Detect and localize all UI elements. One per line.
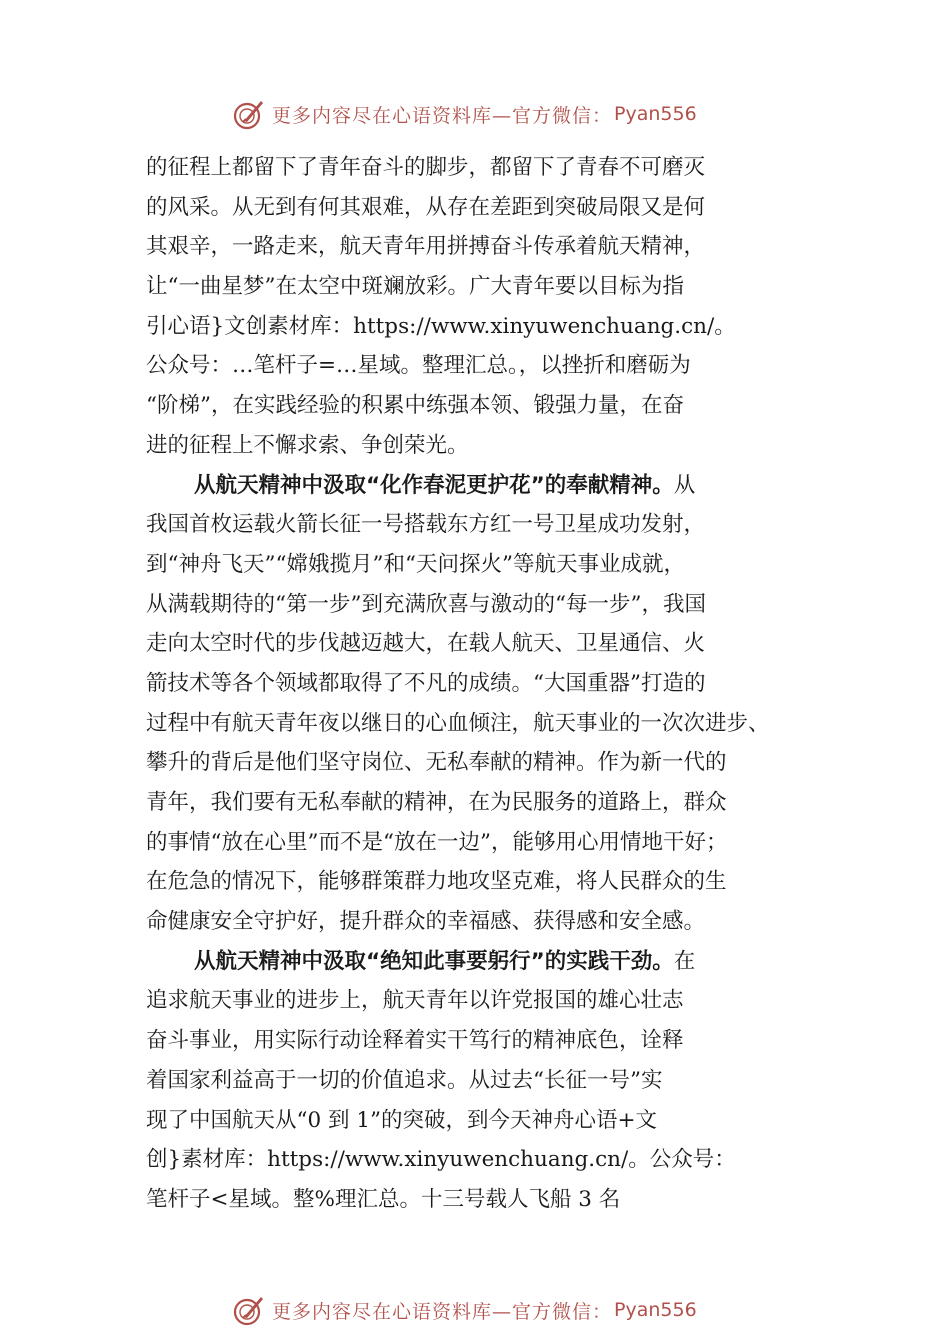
text-line: “阶梯”，在实践经验的积累中练强本领、锻强力量，在奋 [146, 393, 684, 419]
text-line: 让“一曲星梦”在太空中斑斓放彩。广大青年要以目标为指 [146, 274, 684, 300]
paragraph-heading: 从航天精神中汲取“化作春泥更护花”的奉献精神。 [194, 472, 674, 498]
text-line: 公众号：…笔杆子=…星域。整理汇总。，以挫折和磨砺为 [146, 353, 691, 379]
text-line: 到“神舟飞天”“嫦娥揽月”和“天问探火”等航天事业成就， [146, 551, 685, 577]
quill-logo-icon [232, 97, 266, 131]
text-line: 的事情“放在心里”而不是“放在一边”，能够用心用情地干好； [146, 829, 728, 855]
wechat-id: Pyan556 [614, 1299, 697, 1321]
text-line: 在危急的情况下，能够群策群力地攻坚克难，将人民群众的生 [146, 869, 727, 895]
text-line: 其艰辛，一路走来，航天青年用拼搏奋斗传承着航天精神， [146, 234, 706, 260]
quill-logo-icon [232, 1293, 266, 1327]
text-line: 现了中国航天从“0 到 1”的突破，到今天神舟心语+文 [146, 1107, 658, 1133]
text-line: 过程中有航天青年夜以继日的心血倾注，航天事业的一次次进步、 [146, 710, 770, 736]
paragraph-heading: 从航天精神中汲取“绝知此事要躬行”的实践干劲。 [194, 948, 674, 974]
footer-banner [232, 1290, 732, 1330]
text-line: 进的征程上不懈求索、争创荣光。 [146, 432, 469, 458]
wechat-id: Pyan556 [614, 103, 697, 125]
banner-text: 更多内容尽在心语资料库—官方微信： [272, 104, 613, 127]
paragraph-first-line [146, 942, 836, 982]
text-line: 攀升的背后是他们坚守岗位、无私奉献的精神。作为新一代的 [146, 750, 727, 776]
text-line: 的征程上都留下了青年奋斗的脚步，都留下了青春不可磨灭 [146, 155, 706, 180]
text-line: 命健康安全守护好，提升群众的幸福感、获得感和安全感。 [146, 909, 706, 935]
text-line: 追求航天事业的进步上，航天青年以许党报国的雄心壮志 [146, 988, 684, 1014]
paragraph [146, 942, 836, 1220]
banner-text: 更多内容尽在心语资料库—官方微信： [272, 1300, 613, 1323]
text-line: 的风采。从无到有何其艰难，从存在差距到突破局限又是何 [146, 194, 706, 220]
text-line: 箭技术等各个领域都取得了不凡的成绩。“大国重器”打造的 [146, 670, 706, 696]
text-line: 从满载期待的“第一步”到充满欣喜与激动的“每一步”，我国 [146, 591, 706, 617]
document-body [146, 148, 836, 1220]
text-line: 奋斗事业，用实际行动诠释着实干笃行的精神底色，诠释 [146, 1028, 684, 1054]
text-line: 着国家利益高于一切的价值追求。从过去“长征一号”实 [146, 1067, 663, 1093]
paragraph [146, 466, 836, 942]
text-line: 走向太空时代的步伐越迈越大，在载人航天、卫星通信、火 [146, 631, 706, 657]
paragraph [146, 148, 836, 466]
paragraph-first-line [146, 466, 836, 506]
heading-continuation: 在 [673, 948, 696, 974]
text-line: 引心语}文创素材库：https://www.xinyuwenchuang.cn/。 [146, 313, 736, 339]
header-banner [232, 94, 732, 134]
text-line: 笔杆子<星域。整%理汇总。十三号载人飞船 3 名 [146, 1186, 621, 1212]
text-line: 青年，我们要有无私奉献的精神，在为民服务的道路上，群众 [146, 790, 727, 815]
text-line: 我国首枚运载火箭长征一号搭载东方红一号卫星成功发射， [146, 512, 706, 538]
text-line: 创}素材库：https://www.xinyuwenchuang.cn/。公众号： [146, 1147, 736, 1173]
heading-continuation: 从 [673, 472, 696, 498]
